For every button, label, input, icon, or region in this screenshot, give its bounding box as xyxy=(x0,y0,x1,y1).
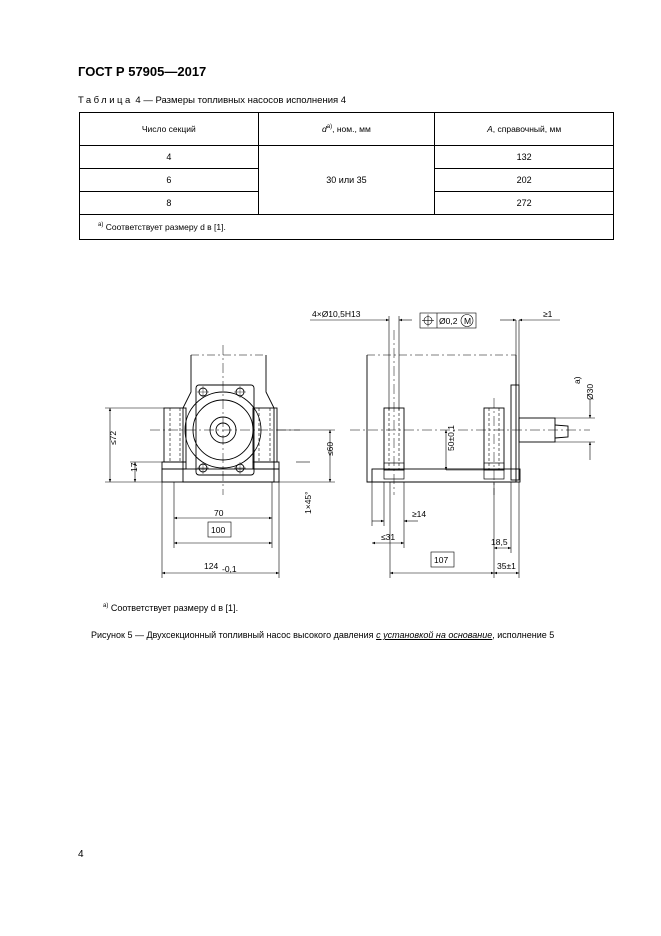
page-number: 4 xyxy=(78,849,84,860)
dim-height-72: ≤72 xyxy=(108,430,118,445)
dim-height-60: ≤60 xyxy=(325,441,335,456)
cell-sections: 4 xyxy=(80,146,259,169)
dim-gap: ≥1 xyxy=(543,309,553,319)
dim-shaft-footnote: a) xyxy=(572,376,582,384)
dim-width-124: 124 xyxy=(204,561,219,571)
header-d: $d^{a)}$, ном., мм xyxy=(258,113,435,146)
figure-caption-underlined: с установкой на основание xyxy=(376,630,493,640)
dim-height-50: 50±0,1 xyxy=(446,425,456,451)
dim-width-35: 35±1 xyxy=(497,561,516,571)
header-sections: Число секций xyxy=(80,113,259,146)
document-standard-header: ГОСТ Р 57905—2017 xyxy=(78,64,207,79)
dim-width-14: ≥14 xyxy=(412,509,427,519)
front-view xyxy=(150,345,300,495)
front-dimensions xyxy=(105,408,335,578)
table-caption-word: Таблица xyxy=(78,95,133,106)
table-caption-text: 4 — Размеры топливных насосов исполнения 4 xyxy=(135,95,347,106)
dim-holes: 4×Ø10,5H13 xyxy=(312,309,361,319)
cell-d-value: 30 или 35 xyxy=(258,146,435,215)
dim-mmc-modifier: M xyxy=(464,316,472,326)
figure-caption: Рисунок 5 — Двухсекционный топливный насос высокого давления с установкой на основание, исполнение 5 xyxy=(91,630,555,640)
cell-sections: 8 xyxy=(80,192,259,215)
dim-position-tolerance: Ø0,2 xyxy=(439,316,458,326)
cell-a: 132 xyxy=(435,146,614,169)
dim-width-70: 70 xyxy=(214,508,224,518)
table-footnote: $^{a)}$ Соответствует размеру d в [1]. xyxy=(80,215,614,240)
dim-width-31: ≤31 xyxy=(381,532,396,542)
dim-width-124-tolerance: -0,1 xyxy=(222,564,237,574)
dim-width-18-5: 18,5 xyxy=(491,537,508,547)
cell-a: 202 xyxy=(435,169,614,192)
cell-sections: 6 xyxy=(80,169,259,192)
dim-width-100: 100 xyxy=(211,525,226,535)
dim-height-17: 17 xyxy=(129,462,139,472)
cell-a: 272 xyxy=(435,192,614,215)
dim-width-107: 107 xyxy=(434,555,449,565)
dim-chamfer: 1×45° xyxy=(303,491,313,514)
header-a: A, справочный, мм xyxy=(435,113,614,146)
dim-shaft-diameter: Ø30 xyxy=(585,383,595,400)
figure-footnote: $^{a)}$ Соответствует размеру d в [1]. xyxy=(103,603,239,613)
